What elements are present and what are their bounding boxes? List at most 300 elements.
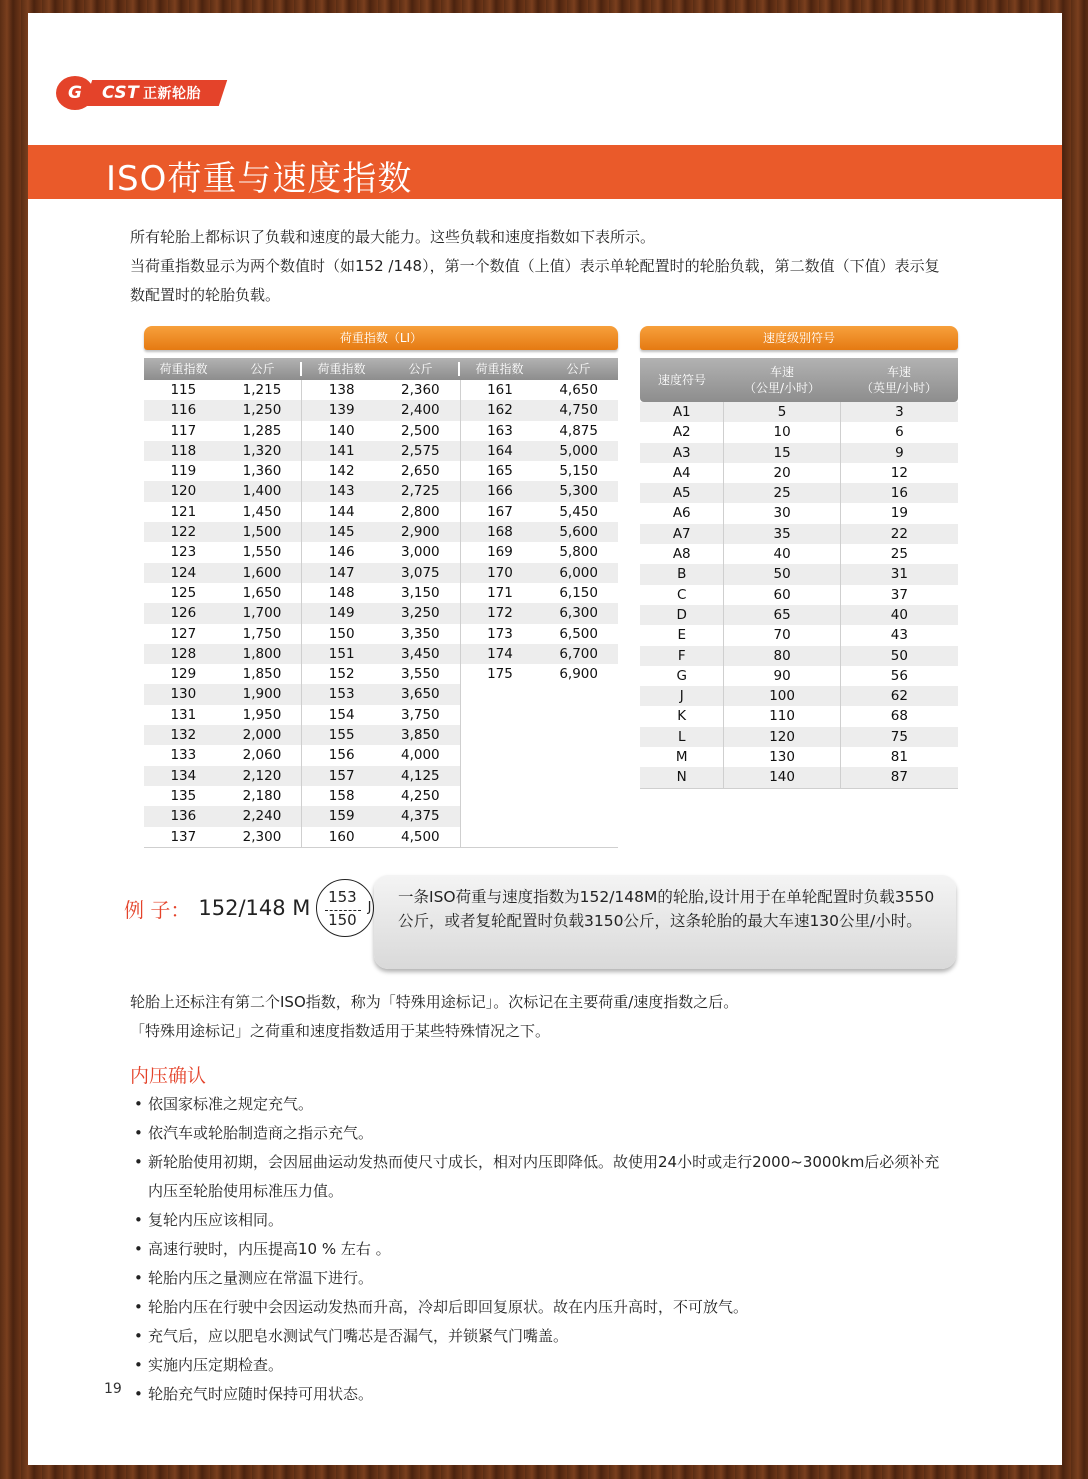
- load-kg-cell: 5,300: [559, 483, 598, 500]
- speed-mph-cell: 25: [840, 544, 958, 564]
- circle-bottom-value: 150: [328, 911, 357, 929]
- speed-symbol-cell: J: [679, 688, 684, 705]
- load-cell-group: [460, 827, 618, 847]
- column-header: 速度符号: [657, 373, 706, 387]
- load-cell-group: [460, 542, 618, 562]
- load-index-cell: 170: [487, 564, 513, 581]
- load-cell-group: [460, 725, 618, 745]
- speed-symbol-cell: A2: [672, 424, 691, 441]
- load-kg-cell: 6,700: [559, 645, 598, 662]
- list-item: • 充气后，应以肥皂水测试气门嘴芯是否漏气，并锁紧气门嘴盖。: [134, 1322, 954, 1351]
- load-cell-group: [460, 380, 618, 400]
- table-row: [144, 806, 618, 826]
- table-row: [144, 481, 618, 501]
- load-cell-group: [301, 705, 459, 725]
- page-title: ISO荷重与速度指数: [106, 159, 413, 199]
- speed-kmh-cell: 90: [723, 666, 839, 686]
- table-row: [144, 725, 618, 745]
- load-cell-group: [301, 421, 459, 441]
- load-index-cell: 149: [328, 605, 355, 622]
- load-kg-cell: 2,240: [242, 808, 282, 825]
- speed-symbol-cell: G: [676, 667, 687, 684]
- load-index-cell: 119: [170, 463, 197, 480]
- speed-mph-cell: 56: [840, 666, 958, 686]
- load-cell-group: [301, 664, 459, 684]
- load-index-cell: 163: [487, 422, 513, 439]
- example-row: [124, 879, 374, 937]
- load-kg-cell: 1,550: [242, 544, 282, 561]
- load-cell-group: [460, 563, 618, 583]
- load-cell-group: [144, 583, 301, 603]
- load-kg-cell: 4,125: [401, 767, 440, 784]
- speed-kmh-cell: 60: [723, 585, 839, 605]
- table-row: [144, 603, 618, 623]
- load-cell-group: [144, 725, 301, 745]
- list-item: • 实施内压定期检查。: [134, 1351, 954, 1380]
- load-kg-cell: 4,875: [559, 422, 598, 439]
- load-cell-group: [301, 603, 459, 623]
- speed-symbol-cell: B: [677, 566, 687, 583]
- speed-symbol-cell: E: [677, 627, 686, 644]
- table-row: [640, 402, 958, 422]
- load-cell-group: [301, 400, 459, 420]
- load-index-cell: 135: [170, 787, 197, 804]
- load-index-cell: 139: [328, 402, 355, 419]
- table-row: [640, 646, 958, 666]
- load-cell-group: [301, 786, 459, 806]
- load-cell-group: [144, 827, 301, 847]
- load-index-cell: 140: [328, 422, 355, 439]
- load-cell-group: [301, 563, 459, 583]
- load-index-cell: 162: [487, 402, 513, 419]
- load-index-cell: 128: [170, 645, 197, 662]
- load-index-cell: 158: [328, 787, 355, 804]
- circle-speed-symbol: J: [367, 900, 372, 915]
- load-kg-cell: 6,150: [559, 584, 598, 601]
- document-page: [28, 13, 1062, 1465]
- load-kg-cell: 2,800: [401, 503, 440, 520]
- load-index-cell: 146: [328, 544, 355, 561]
- load-kg-cell: 1,320: [242, 442, 282, 459]
- load-cell-group: [144, 603, 301, 623]
- table-row: [144, 421, 618, 441]
- speed-mph-cell: 6: [840, 422, 958, 442]
- column-header: 公斤: [566, 362, 591, 376]
- load-cell-group: [301, 644, 459, 664]
- load-index-cell: 134: [170, 767, 197, 784]
- load-cell-group: [144, 461, 301, 481]
- load-cell-group: [301, 624, 459, 644]
- example-index-diagram: [316, 879, 374, 937]
- list-item: • 高速行驶时，内压提高10 % 左右 。: [134, 1235, 954, 1264]
- load-kg-cell: 1,500: [242, 524, 282, 541]
- speed-kmh-cell: 30: [723, 503, 839, 523]
- load-cell-group: [460, 481, 618, 501]
- speed-kmh-cell: 20: [723, 463, 839, 483]
- load-index-cell: 161: [487, 382, 513, 398]
- load-index-cell: 141: [328, 442, 355, 459]
- page-number: 19: [104, 1381, 122, 1397]
- load-index-cell: 165: [487, 463, 513, 480]
- speed-symbol-cell: A6: [672, 505, 691, 522]
- load-kg-cell: 4,750: [559, 402, 598, 419]
- speed-mph-cell: 16: [840, 483, 958, 503]
- speed-symbol-cell: A4: [672, 464, 691, 481]
- table-row: [144, 644, 618, 664]
- table-row: [640, 443, 958, 463]
- load-index-cell: 160: [328, 828, 355, 845]
- speed-mph-cell: 19: [840, 503, 958, 523]
- load-cell-group: [301, 461, 459, 481]
- load-index-cell: 129: [170, 666, 197, 683]
- load-cell-group: [460, 766, 618, 786]
- load-cell-group: [144, 400, 301, 420]
- load-kg-cell: 5,000: [559, 442, 598, 459]
- table-row: [144, 380, 618, 400]
- load-index-cell: 132: [170, 727, 197, 744]
- column-header: 荷重指数: [317, 362, 366, 376]
- speed-symbol-table: [640, 358, 958, 789]
- table-row: [640, 706, 958, 726]
- column-header: 车速 （英里/小时）: [860, 365, 938, 395]
- speed-kmh-cell: 70: [723, 625, 839, 645]
- load-index-cell: 159: [328, 808, 355, 825]
- load-cell-group: [460, 522, 618, 542]
- speed-kmh-cell: 40: [723, 544, 839, 564]
- load-cell-group: [144, 806, 301, 826]
- load-cell-group: [460, 806, 618, 826]
- load-kg-cell: 2,900: [401, 524, 440, 541]
- table-row: [640, 422, 958, 442]
- load-kg-cell: 3,550: [401, 666, 440, 683]
- speed-kmh-cell: 65: [723, 605, 839, 625]
- load-kg-cell: 2,000: [242, 727, 282, 744]
- load-index-cell: 150: [328, 625, 355, 642]
- table-row: [144, 786, 618, 806]
- load-kg-cell: 3,350: [401, 625, 440, 642]
- load-cell-group: [144, 644, 301, 664]
- load-index-cell: 166: [487, 483, 513, 500]
- load-kg-cell: 3,250: [401, 605, 440, 622]
- load-cell-group: [144, 766, 301, 786]
- load-index-cell: 118: [170, 442, 197, 459]
- load-cell-group: [460, 684, 618, 704]
- load-index-cell: 154: [328, 706, 355, 723]
- speed-mph-cell: 37: [840, 585, 958, 605]
- list-item: • 轮胎充气时应随时保持可用状态。: [134, 1380, 954, 1409]
- load-cell-group: [144, 684, 301, 704]
- circle-top-value: 153: [328, 888, 357, 906]
- load-cell-group: [301, 827, 459, 847]
- load-kg-cell: 1,650: [242, 584, 282, 601]
- intro-text: [130, 223, 950, 310]
- load-kg-cell: 5,600: [559, 524, 598, 541]
- load-cell-group: [144, 502, 301, 522]
- load-index-cell: 164: [487, 442, 513, 459]
- load-cell-group: [301, 481, 459, 501]
- table-row: [640, 625, 958, 645]
- load-index-cell: 137: [170, 828, 197, 845]
- table-row: [144, 766, 618, 786]
- cst-logo-icon: G: [56, 76, 94, 110]
- table-row: [144, 827, 618, 847]
- column-header: 荷重指数: [475, 362, 524, 376]
- load-kg-cell: 6,900: [559, 666, 598, 683]
- speed-mph-cell: 31: [840, 564, 958, 584]
- title-band: [28, 145, 1062, 199]
- intro-line-2: 当荷重指数显示为两个数值时（如152 /148），第一个数值（上值）表示单轮配置时的轮胎负载，第二数值（下值）表示复数配置时的轮胎负载。: [130, 257, 940, 304]
- special-use-note: [130, 988, 950, 1046]
- table-row: [144, 705, 618, 725]
- load-kg-cell: 3,750: [401, 706, 440, 723]
- column-header: 荷重指数: [159, 362, 208, 376]
- load-kg-cell: 4,250: [401, 787, 440, 804]
- speed-symbol-cell: F: [677, 647, 686, 664]
- load-index-cell: 130: [170, 686, 197, 703]
- table-row: [144, 664, 618, 684]
- table-row: [640, 686, 958, 706]
- load-index-cell: 147: [328, 564, 355, 581]
- load-cell-group: [460, 644, 618, 664]
- speed-symbol-cell: A7: [672, 525, 691, 542]
- load-cell-group: [460, 421, 618, 441]
- load-index-cell: 156: [328, 747, 355, 764]
- load-table-header: 荷重指数（LI）: [144, 326, 618, 350]
- load-cell-group: [144, 522, 301, 542]
- intro-line-1: 所有轮胎上都标识了负载和速度的最大能力。这些负载和速度指数如下表所示。: [130, 228, 656, 246]
- load-kg-cell: 5,450: [559, 503, 598, 520]
- load-cell-group: [144, 705, 301, 725]
- list-item: • 轮胎内压在行驶中会因运动发热而升高，冷却后即回复原状。故在内压升高时，不可放气。: [134, 1293, 954, 1322]
- load-cell-group: [144, 441, 301, 461]
- list-item: • 新轮胎使用初期，会因屈曲运动发热而使尺寸成长，相对内压即降低。故使用24小时或走行2000~3000km后必须补充内压至轮胎使用标准压力值。: [134, 1148, 954, 1206]
- speed-mph-cell: 22: [840, 524, 958, 544]
- speed-symbol-cell: C: [677, 586, 687, 603]
- load-index-cell: 125: [170, 584, 197, 601]
- list-item: • 复轮内压应该相同。: [134, 1206, 954, 1235]
- load-kg-cell: 5,150: [559, 463, 598, 480]
- list-item: • 轮胎内压之量测应在常温下进行。: [134, 1264, 954, 1293]
- load-kg-cell: 3,075: [401, 564, 440, 581]
- table-row: [640, 564, 958, 584]
- load-index-cell: 174: [487, 645, 513, 662]
- load-kg-cell: 2,300: [242, 828, 282, 845]
- load-cell-group: [460, 461, 618, 481]
- table-row: [640, 767, 958, 787]
- load-kg-cell: 1,400: [242, 483, 282, 500]
- table-row: [640, 503, 958, 523]
- load-table-columns: [144, 358, 618, 380]
- speed-mph-cell: 12: [840, 463, 958, 483]
- load-index-cell: 168: [487, 524, 513, 541]
- logo-banner: [84, 80, 228, 106]
- speed-kmh-cell: 100: [723, 686, 839, 706]
- speed-symbol-cell: A5: [672, 485, 691, 502]
- load-cell-group: [460, 583, 618, 603]
- column-header: 车速 （公里/小时）: [743, 365, 821, 395]
- load-cell-group: [301, 522, 459, 542]
- load-kg-cell: 3,850: [401, 727, 440, 744]
- table-row: [144, 583, 618, 603]
- speed-symbol-cell: K: [677, 708, 687, 725]
- load-index-cell: 152: [328, 666, 355, 683]
- table-row: [640, 585, 958, 605]
- load-cell-group: [460, 603, 618, 623]
- load-kg-cell: 3,650: [401, 686, 440, 703]
- load-kg-cell: 2,120: [242, 767, 282, 784]
- load-index-cell: 169: [487, 544, 513, 561]
- load-kg-cell: 4,375: [401, 808, 440, 825]
- speed-mph-cell: 75: [840, 727, 958, 747]
- list-item: • 依汽车或轮胎制造商之指示充气。: [134, 1119, 954, 1148]
- speed-kmh-cell: 130: [723, 747, 839, 767]
- speed-kmh-cell: 140: [723, 767, 839, 787]
- speed-symbol-cell: D: [676, 606, 687, 623]
- table-row: [144, 624, 618, 644]
- load-cell-group: [144, 481, 301, 501]
- column-header: 公斤: [381, 358, 460, 380]
- speed-symbol-cell: N: [676, 769, 687, 786]
- load-kg-cell: 1,750: [242, 625, 282, 642]
- load-cell-group: [460, 400, 618, 420]
- load-kg-cell: 1,215: [242, 382, 282, 398]
- load-index-cell: 167: [487, 503, 513, 520]
- load-index-cell: 151: [328, 645, 355, 662]
- special-note-line-2: 「特殊用途标记」之荷重和速度指数适用于某些特殊情况之下。: [130, 1022, 551, 1040]
- speed-kmh-cell: 35: [723, 524, 839, 544]
- load-kg-cell: 6,000: [559, 564, 598, 581]
- load-cell-group: [460, 441, 618, 461]
- column-header: 公斤: [223, 358, 302, 380]
- load-kg-cell: 1,850: [242, 666, 282, 683]
- table-row: [640, 483, 958, 503]
- speed-mph-cell: 3: [840, 402, 958, 422]
- load-cell-group: [144, 380, 301, 400]
- load-kg-cell: 1,450: [242, 503, 282, 520]
- speed-mph-cell: 50: [840, 646, 958, 666]
- load-kg-cell: 2,060: [242, 747, 282, 764]
- load-cell-group: [301, 502, 459, 522]
- table-row: [144, 745, 618, 765]
- load-cell-group: [301, 441, 459, 461]
- load-kg-cell: 2,180: [242, 787, 282, 804]
- table-row: [640, 544, 958, 564]
- speed-symbol-cell: M: [675, 749, 688, 766]
- speed-mph-cell: 87: [840, 767, 958, 787]
- load-kg-cell: 2,500: [401, 422, 440, 439]
- pressure-bullet-list: [134, 1090, 954, 1409]
- load-cell-group: [460, 502, 618, 522]
- load-index-cell: 171: [487, 584, 513, 601]
- load-kg-cell: 1,600: [242, 564, 282, 581]
- load-kg-cell: 5,800: [559, 544, 598, 561]
- speed-table-body: [640, 402, 958, 789]
- speed-mph-cell: 62: [840, 686, 958, 706]
- load-kg-cell: 1,250: [242, 402, 282, 419]
- load-index-cell: 124: [170, 564, 197, 581]
- speed-symbol-cell: A8: [672, 546, 691, 563]
- load-cell-group: [460, 705, 618, 725]
- load-index-cell: 120: [170, 483, 197, 500]
- load-index-cell: 127: [170, 625, 197, 642]
- load-kg-cell: 1,285: [242, 422, 282, 439]
- speed-mph-cell: 9: [840, 443, 958, 463]
- load-kg-cell: 3,450: [401, 645, 440, 662]
- pressure-section-title: 内压确认: [130, 1065, 207, 1087]
- speed-kmh-cell: 25: [723, 483, 839, 503]
- speed-kmh-cell: 5: [723, 402, 839, 422]
- speed-table-header: 速度级别符号: [640, 326, 958, 350]
- load-index-cell: 121: [170, 503, 197, 520]
- load-cell-group: [144, 624, 301, 644]
- load-kg-cell: 6,500: [559, 625, 598, 642]
- load-cell-group: [144, 542, 301, 562]
- load-index-cell: 143: [328, 483, 355, 500]
- load-index-cell: 148: [328, 584, 355, 601]
- load-index-cell: 117: [170, 422, 197, 439]
- load-index-cell: 155: [328, 727, 355, 744]
- load-kg-cell: 3,150: [401, 584, 440, 601]
- load-index-cell: 122: [170, 524, 197, 541]
- load-cell-group: [301, 806, 459, 826]
- load-cell-group: [301, 745, 459, 765]
- load-cell-group: [460, 624, 618, 644]
- table-row: [640, 605, 958, 625]
- load-index-cell: 157: [328, 767, 355, 784]
- load-kg-cell: 4,000: [401, 747, 440, 764]
- load-index-cell: 153: [328, 686, 355, 703]
- load-kg-cell: 1,360: [242, 463, 282, 480]
- table-row: [640, 727, 958, 747]
- example-label: 例 子：: [124, 897, 191, 922]
- load-index-cell: 138: [328, 382, 355, 398]
- load-index-cell: 136: [170, 808, 197, 825]
- table-row: [144, 684, 618, 704]
- logo-text: CST: [102, 83, 140, 103]
- load-index-cell: 172: [487, 605, 513, 622]
- speed-kmh-cell: 110: [723, 706, 839, 726]
- speed-mph-cell: 81: [840, 747, 958, 767]
- load-cell-group: [301, 583, 459, 603]
- load-kg-cell: 3,000: [401, 544, 440, 561]
- table-row: [144, 441, 618, 461]
- load-cell-group: [460, 745, 618, 765]
- special-note-line-1: 轮胎上还标注有第二个ISO指数，称为「特殊用途标记」。次标记在主要荷重/速度指数之后。: [130, 993, 739, 1011]
- load-cell-group: [301, 380, 459, 400]
- load-index-cell: 173: [487, 625, 513, 642]
- speed-mph-cell: 68: [840, 706, 958, 726]
- load-index-cell: 115: [170, 382, 197, 398]
- speed-symbol-cell: A3: [672, 444, 691, 461]
- load-kg-cell: 2,725: [401, 483, 440, 500]
- load-kg-cell: 6,300: [559, 605, 598, 622]
- load-cell-group: [144, 664, 301, 684]
- table-row: [144, 542, 618, 562]
- load-kg-cell: 4,500: [401, 828, 440, 845]
- load-kg-cell: 4,650: [559, 382, 598, 398]
- load-index-cell: 145: [328, 524, 355, 541]
- speed-symbol-cell: L: [677, 728, 686, 745]
- load-index-cell: 123: [170, 544, 197, 561]
- speed-kmh-cell: 80: [723, 646, 839, 666]
- load-kg-cell: 2,360: [401, 382, 440, 398]
- load-index-cell: 131: [170, 706, 197, 723]
- load-index-cell: 126: [170, 605, 197, 622]
- speed-kmh-cell: 15: [723, 443, 839, 463]
- load-cell-group: [144, 745, 301, 765]
- load-kg-cell: 1,800: [242, 645, 282, 662]
- table-row: [144, 400, 618, 420]
